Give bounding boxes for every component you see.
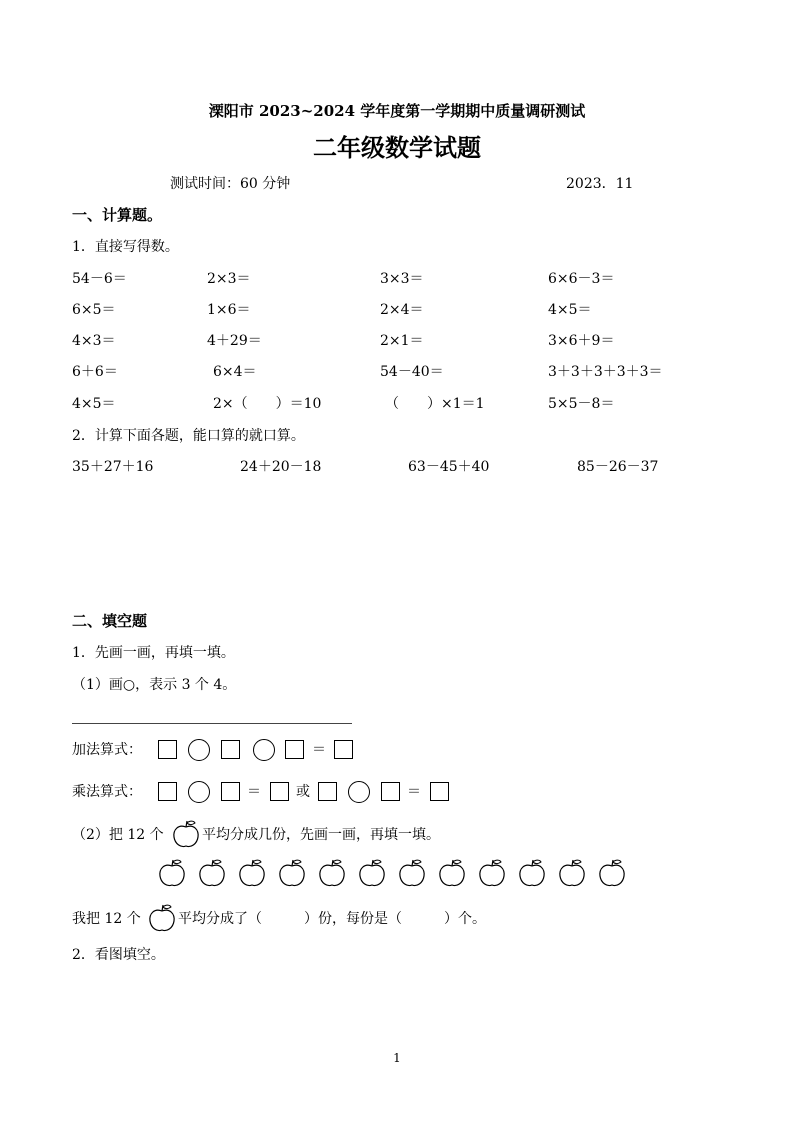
exam-date: 2023．11 (566, 176, 634, 192)
exam-subtitle: 二年级数学试题 (313, 133, 481, 162)
mixed-calc-item: 35＋27＋16 (72, 459, 154, 475)
apple-icon (320, 860, 344, 886)
answer-suffix: 平均分成了（ ）份，每份是（ ）个。 (178, 911, 486, 927)
section2-sub2-suffix: 平均分成几份，先画一画，再填一填。 (202, 827, 440, 843)
answer-box[interactable] (158, 740, 177, 759)
exam-title: 溧阳市 2023~2024 学年度第一学期期中质量调研测试 (208, 102, 586, 120)
calc-item: 1×6＝ (207, 302, 251, 318)
apple-icon (200, 860, 224, 886)
calc-item: 54－6＝ (72, 271, 127, 287)
equals-sign: ＝ (407, 784, 421, 800)
calc-item: 6×6－3＝ (548, 271, 615, 287)
section1-heading: 一、计算题。 (72, 206, 163, 224)
apple-icon (440, 860, 464, 886)
calc-item: 6×5＝ (72, 302, 116, 318)
calc-item: 3×6＋9＝ (548, 333, 615, 349)
calc-item: 54－40＝ (380, 364, 444, 380)
calc-item: 2×3＝ (207, 271, 251, 287)
answer-box[interactable] (381, 782, 400, 801)
apple-icon (600, 860, 624, 886)
calc-item: 2×1＝ (380, 333, 424, 349)
apple-icon (360, 860, 384, 886)
operator-circle[interactable] (348, 781, 370, 803)
drawing-answer-line[interactable] (72, 723, 352, 724)
mixed-calc-item: 85－26－37 (577, 459, 659, 475)
answer-box[interactable] (430, 782, 449, 801)
mixed-calc-item: 24＋20－18 (240, 459, 322, 475)
operator-circle[interactable] (188, 739, 210, 761)
equals-sign: ＝ (312, 742, 326, 758)
section1-q2-label: 2．计算下面各题，能口算的就口算。 (72, 428, 305, 444)
apple-icon (240, 860, 264, 886)
exam-time: 测试时间：60 分钟 (170, 176, 291, 192)
apple-icon (170, 818, 202, 850)
calc-item: 5×5－8＝ (548, 396, 615, 412)
operator-circle[interactable] (188, 781, 210, 803)
answer-box[interactable] (318, 782, 337, 801)
calc-item: 6×4＝ (213, 364, 257, 380)
calc-item-blank: 2×（ ）＝10 (213, 396, 322, 412)
answer-box[interactable] (221, 740, 240, 759)
calc-item: 4×5＝ (72, 396, 116, 412)
page-number: 1 (393, 1051, 401, 1065)
answer-prefix: 我把 12 个 (72, 911, 141, 927)
calc-item: 6＋6＝ (72, 364, 118, 380)
apple-icon (400, 860, 424, 886)
section1-q1-label: 1．直接写得数。 (72, 239, 179, 255)
calc-item: 3＋3＋3＋3＋3＝ (548, 364, 663, 380)
section2-heading: 二、填空题 (72, 612, 148, 630)
calc-item: 3×3＝ (380, 271, 424, 287)
section2-q2-label: 2．看图填空。 (72, 947, 165, 963)
apple-icon (146, 902, 178, 934)
operator-circle[interactable] (253, 739, 275, 761)
calc-item: 4×3＝ (72, 333, 116, 349)
equals-sign: ＝ (247, 784, 261, 800)
multiplication-label: 乘法算式： (72, 784, 142, 800)
answer-box[interactable] (158, 782, 177, 801)
calc-item: 2×4＝ (380, 302, 424, 318)
addition-label: 加法算式： (72, 742, 142, 758)
apple-icon (560, 860, 584, 886)
answer-box[interactable] (285, 740, 304, 759)
or-text: 或 (296, 784, 310, 800)
calc-item: 4×5＝ (548, 302, 592, 318)
answer-box[interactable] (270, 782, 289, 801)
apple-icon (520, 860, 544, 886)
apple-icon (480, 860, 504, 886)
section2-q1-label: 1．先画一画，再填一填。 (72, 645, 235, 661)
calc-item-blank: （ ）×1＝1 (385, 396, 485, 412)
calc-item: 4＋29＝ (207, 333, 262, 349)
section2-sub2-prefix: （2）把 12 个 (72, 827, 164, 843)
mixed-calc-item: 63－45＋40 (408, 459, 490, 475)
answer-box[interactable] (334, 740, 353, 759)
section2-sub1: （1）画○，表示 3 个 4。 (72, 677, 237, 693)
apple-icon (280, 860, 304, 886)
answer-box[interactable] (221, 782, 240, 801)
apples-row[interactable] (156, 855, 636, 895)
apple-icon (160, 860, 184, 886)
